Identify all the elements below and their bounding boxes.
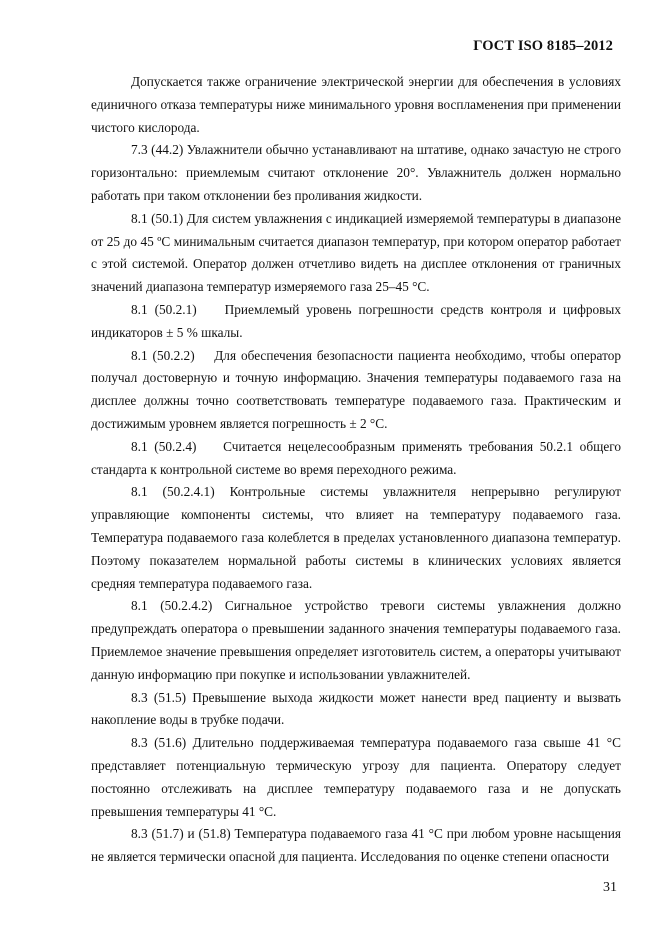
document-body xyxy=(91,71,621,869)
paragraph-2 xyxy=(91,139,621,207)
clause-number: 8.3 (51.7) и (51.8) xyxy=(131,826,235,842)
paragraph-4 xyxy=(91,299,621,345)
paragraph-text: Приемлемый уровень погрешности средств контроля и цифровых индикаторов ± 5 % шкалы. xyxy=(91,301,621,340)
clause-number: 8.1 (50.2.2) xyxy=(131,347,215,363)
clause-number: 8.3 (51.5) xyxy=(131,689,193,705)
paragraph-text: Сигнальное устройство тревоги системы увлажнения должно предупреждать оператора о превышении заданного значения температуры подаваемого газа. Приемлемое значение превышения определяет изготовитель систем, а операторы учитывают данную информацию при покупке и использовании увлажнителей. xyxy=(91,598,621,682)
paragraph-6 xyxy=(91,436,621,482)
paragraph-text: Контрольные системы увлажнителя непрерывно регулируют управляющие компоненты системы, что влияет на температуру подаваемого газа. Температура подаваемого газа колеблется в пределах установленного диапазона температур. Поэтому показателем нормальной работы системы в клинических условиях является средняя температура подаваемого газа. xyxy=(91,484,621,591)
clause-number: 7.3 (44.2) xyxy=(131,142,187,158)
paragraph-7 xyxy=(91,481,621,595)
clause-number: 8.1 (50.2.4.2) xyxy=(131,598,225,614)
page-number: 31 xyxy=(603,880,617,895)
paragraph-text: Температура подаваемого газа 41 °С при любом уровне насыщения не является термически опасной для пациента. Исследования по оценке степени опасности xyxy=(91,826,621,865)
paragraph-text: Для систем увлажнения с индикацией измеряемой температуры в диапазоне от 25 до 45 ºС минимальным считается диапазон температур, при котором оператор работает с этой системой. Оператор должен отчетливо видеть на дисплее отклонения от граничных значений диапазона температур измеряемого газа 25–45 °С. xyxy=(91,210,621,295)
clause-number: 8.1 (50.1) xyxy=(131,210,187,226)
paragraph-9 xyxy=(91,687,621,733)
clause-number: 8.3 (51.6) xyxy=(131,735,193,751)
paragraph-text: Превышение выхода жидкости может нанести вред пациенту и вызвать накопление воды в трубке подачи. xyxy=(91,689,621,728)
paragraph-11 xyxy=(91,823,621,869)
paragraph-text: Для обеспечения безопасности пациента необходимо, чтобы оператор получал достоверную и точную информацию. Значения температуры подаваемого газа на дисплее должны точно соответствовать температуре подаваемого газа. Практическим и достижимым уровнем является погрешность ± 2 °С. xyxy=(91,347,621,431)
clause-number: 8.1 (50.2.4.1) xyxy=(131,484,230,500)
standard-header: ГОСТ ISO 8185–2012 xyxy=(473,38,613,54)
paragraph-5 xyxy=(91,345,621,436)
paragraph-text: Увлажнители обычно устанавливают на штативе, однако зачастую не строго горизонтально: приемлемым считают отклонение 20°. Увлажнитель должен нормально работать при таком отклонении без проливания жидкости. xyxy=(91,142,621,203)
clause-number: 8.1 (50.2.4) xyxy=(131,438,224,454)
clause-number: 8.1 (50.2.1) xyxy=(131,301,225,317)
paragraph-text: Допускается также ограничение электрической энергии для обеспечения в условиях единичного отказа температуры ниже минимального уровня воспламенения при применении чистого кислорода. xyxy=(91,74,621,135)
paragraph-3 xyxy=(91,208,621,299)
paragraph-8 xyxy=(91,595,621,686)
paragraph-10 xyxy=(91,732,621,823)
paragraph-text: Считается нецелесообразным применять требования 50.2.1 общего стандарта к контрольной системе во время переходного режима. xyxy=(91,438,621,477)
paragraph-text: Длительно поддерживаемая температура подаваемого газа свыше 41 °С представляет потенциальную термическую угрозу для пациента. Оператору следует постоянно отслеживать на дисплее температуру подаваемого газа и не допускать превышения температуры 41 °С. xyxy=(91,735,621,819)
paragraph-1 xyxy=(91,71,621,139)
